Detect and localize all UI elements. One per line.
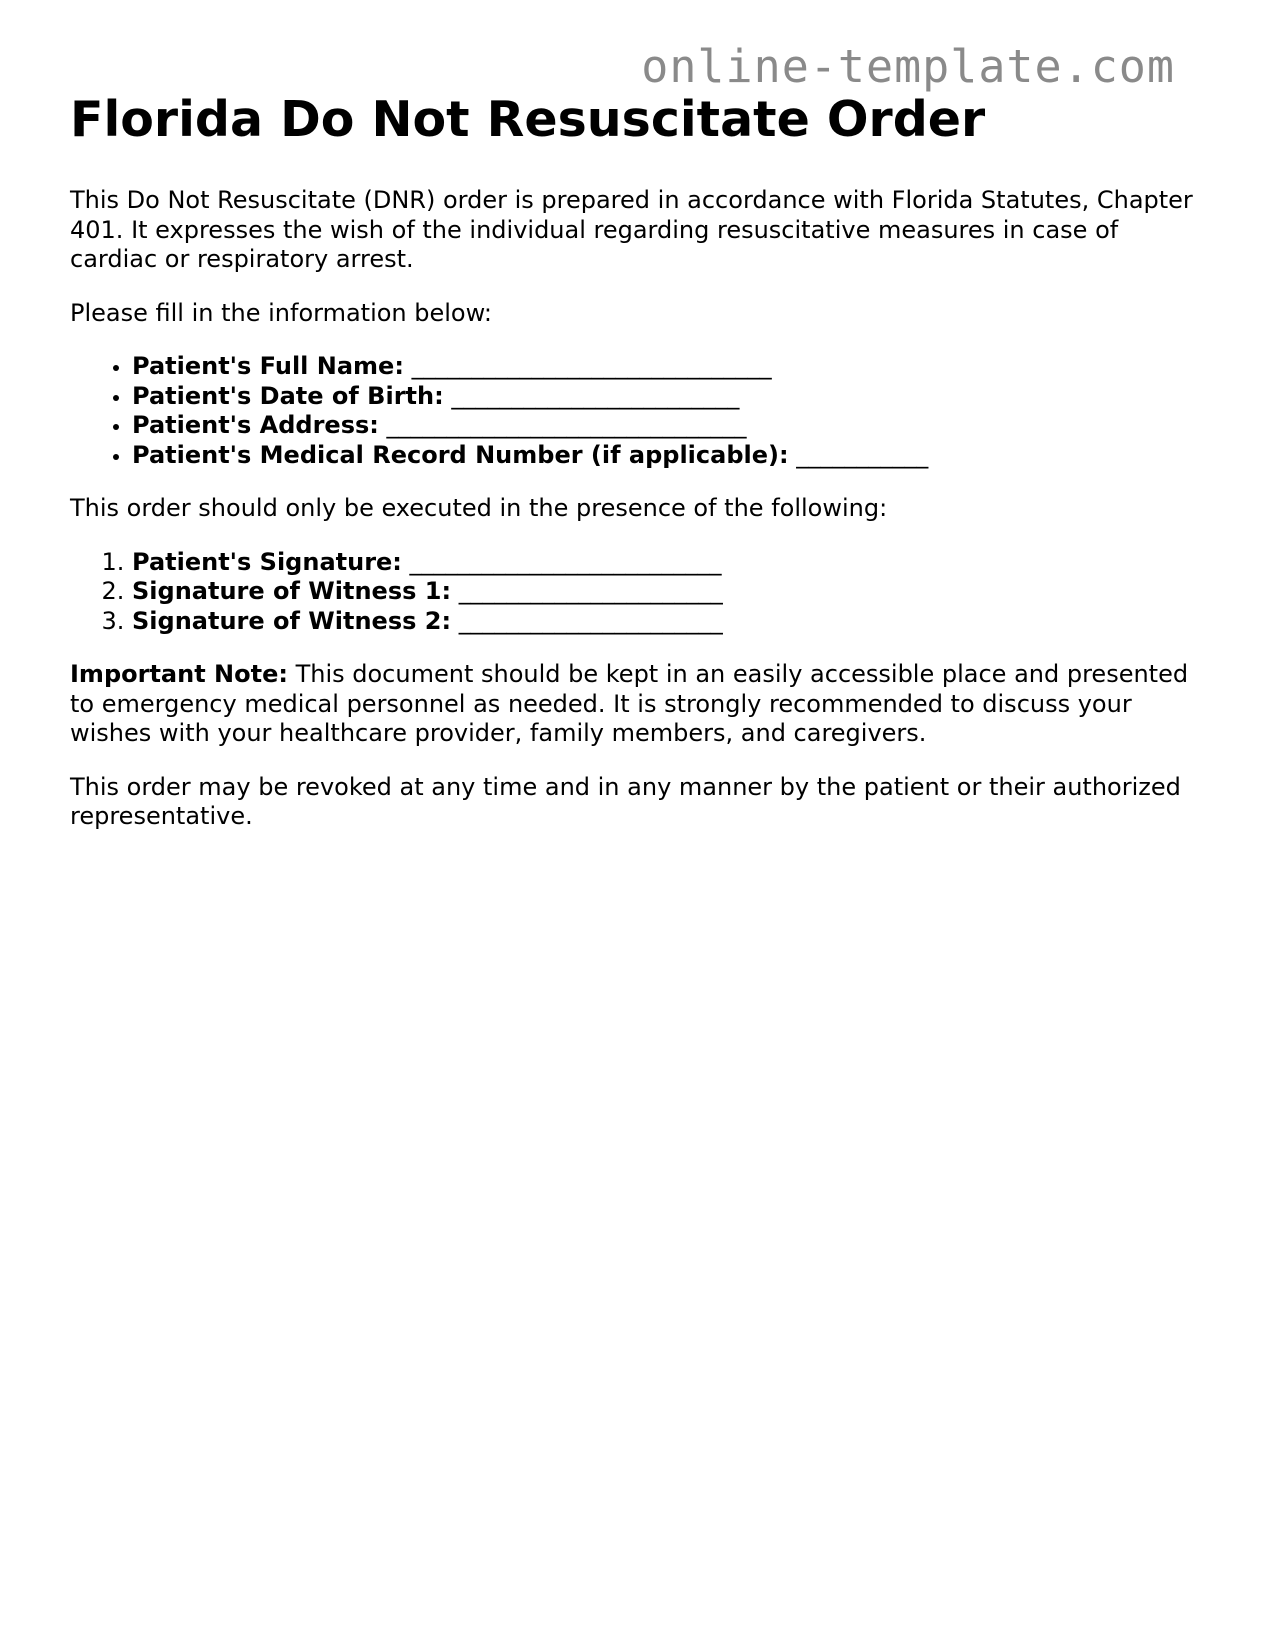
note-text: This document should be kept in an easily accessible place and presented to emergency medical personnel as needed. It is strongly recommended to discuss your wishes with your healthcare provider, family members, and caregivers. [70,660,1189,747]
field-blank: __________________________ [409,547,722,576]
field-blank: ______________________________ [411,352,772,380]
note-lead: Important Note: [70,660,288,688]
patient-full-name-field [132,352,1200,382]
field-label: Patient's Address: [132,411,379,439]
field-label: Signature of Witness 1: [132,577,452,605]
field-blank: ______________________ [458,577,723,605]
field-blank: ________________________ [451,381,740,410]
important-note [70,660,1200,749]
field-label: Patient's Date of Birth: [132,381,444,410]
revoke-paragraph: This order may be revoked at any time and in any manner by the patient or their authorized representative. [70,772,1181,830]
page-title: Florida Do Not Resuscitate Order [70,91,986,148]
patient-info-list [70,352,1200,470]
patient-mrn-field [132,441,1200,471]
intro-paragraph: This Do Not Resuscitate (DNR) order is prepared in accordance with Florida Statutes, Chapter 401. It expresses the wish of the individual regarding resuscitative measures in case of cardiac or respiratory arrest. [70,186,1193,273]
field-label: Patient's Medical Record Number (if applicable): [132,440,789,469]
fill-prompt: Please fill in the information below: [70,298,493,327]
patient-address-field [132,411,1200,441]
field-label: Patient's Full Name: [132,352,404,380]
witness-1-signature-field [132,577,1200,607]
presence-paragraph: This order should only be executed in the presence of the following: [70,494,888,522]
field-label: Patient's Signature: [132,547,402,576]
patient-dob-field [132,382,1200,412]
field-blank: ______________________________ [386,411,747,439]
witness-2-signature-field [132,607,1200,637]
patient-signature-field [132,548,1200,578]
field-blank: ___________ [796,440,929,469]
watermark: online-template.com [641,40,1175,93]
field-blank: ______________________ [458,606,723,635]
document-page [70,88,1200,832]
signature-list [70,548,1200,637]
field-label: Signature of Witness 2: [132,606,452,635]
